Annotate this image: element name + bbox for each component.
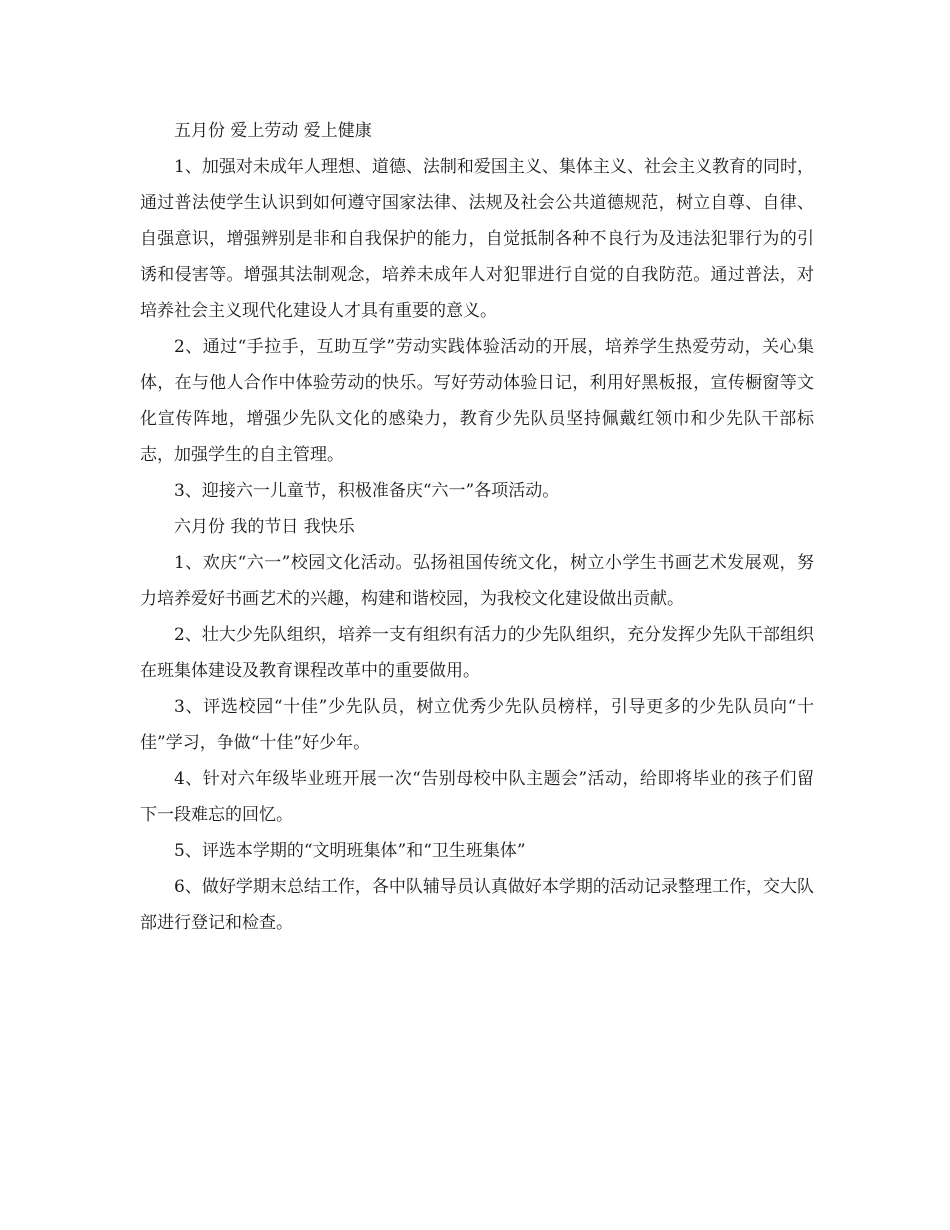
section-heading-june: 六月份 我的节日 我快乐 <box>174 517 355 537</box>
paragraph-may-item-3: 3、迎接六一儿童节，积极准备庆“六一”各项活动。 <box>174 481 560 501</box>
document-body <box>140 113 814 941</box>
paragraph-june-item-6: 6、做好学期末总结工作，各中队辅导员认真做好本学期的活动记录整理工作，交大队部进行登记和检查。 <box>140 877 814 933</box>
paragraph-june-item-3: 3、评选校园“十佳”少先队员，树立优秀少先队员榜样，引导更多的少先队员向“十佳”学习，争做“十佳”好少年。 <box>140 697 814 753</box>
paragraph-june-item-2: 2、壮大少先队组织，培养一支有组织有活力的少先队组织，充分发挥少先队干部组织在班集体建设及教育课程改革中的重要做用。 <box>140 625 814 681</box>
paragraph-june-item-4: 4、针对六年级毕业班开展一次“告别母校中队主题会”活动，给即将毕业的孩子们留下一段难忘的回忆。 <box>140 769 814 825</box>
paragraph-may-item-2: 2、通过“手拉手，互助互学”劳动实践体验活动的开展，培养学生热爱劳动，关心集体，在与他人合作中体验劳动的快乐。写好劳动体验日记，利用好黑板报，宣传橱窗等文化宣传阵地，增强少先队文化的感染力，教育少先队员坚持佩戴红领巾和少先队干部标志，加强学生的自主管理。 <box>140 337 814 465</box>
section-heading-may: 五月份 爱上劳动 爱上健康 <box>174 121 372 141</box>
paragraph-june-item-5: 5、评选本学期的“文明班集体”和“卫生班集体” <box>174 841 526 861</box>
paragraph-june-item-1: 1、欢庆“六一”校园文化活动。弘扬祖国传统文化，树立小学生书画艺术发展观，努力培养爱好书画艺术的兴趣，构建和谐校园，为我校文化建设做出贡献。 <box>140 553 814 609</box>
paragraph-may-item-1: 1、加强对未成年人理想、道德、法制和爱国主义、集体主义、社会主义教育的同时，通过普法使学生认识到如何遵守国家法律、法规及社会公共道德规范，树立自尊、自律、自强意识，增强辨别是非和自我保护的能力，自觉抵制各种不良行为及违法犯罪行为的引诱和侵害等。增强其法制观念，培养未成年人对犯罪进行自觉的自我防范。通过普法，对培养社会主义现代化建设人才具有重要的意义。 <box>140 157 814 321</box>
